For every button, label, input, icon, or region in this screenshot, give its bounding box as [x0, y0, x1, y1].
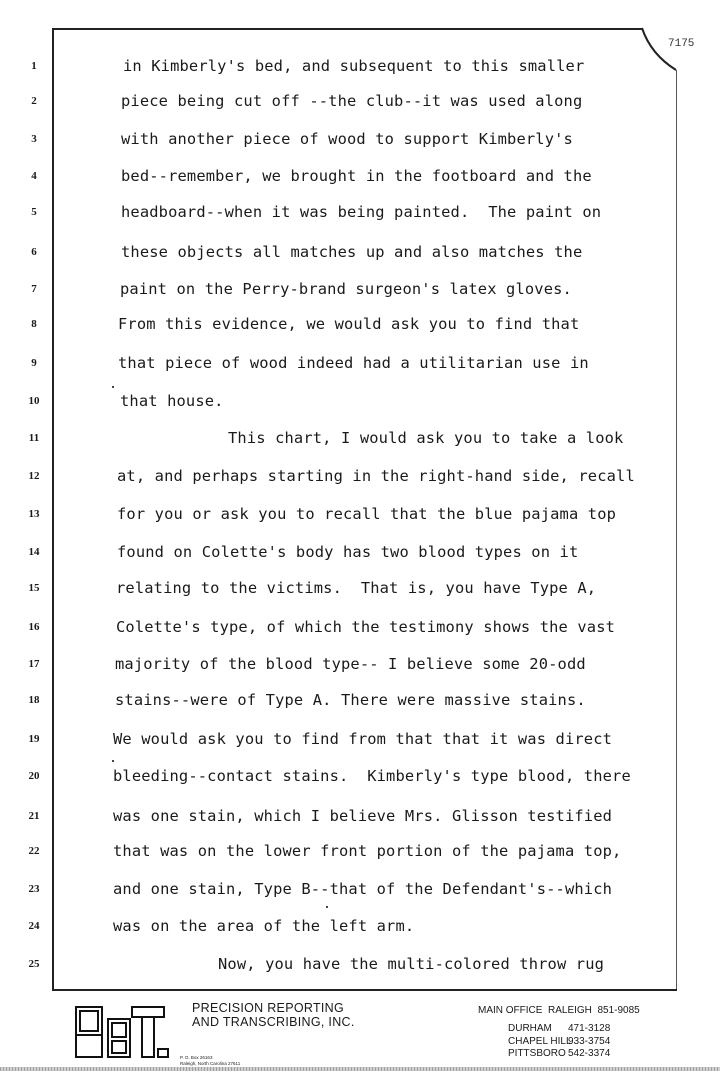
scan-edge — [0, 1067, 720, 1071]
transcript-line: at, and perhaps starting in the right-hand side, recall — [117, 467, 635, 485]
transcript-line: paint on the Perry-brand surgeon's latex gloves. — [120, 280, 572, 298]
office-phone: 933-3754 — [568, 1035, 611, 1047]
transcript-line: bleeding--contact stains. Kimberly's type blood, there — [113, 767, 631, 785]
page-frame-bottom — [52, 989, 677, 991]
page-frame-right — [676, 70, 677, 990]
line-number: 5 — [31, 206, 37, 218]
office-name: CHAPEL HILL — [508, 1035, 572, 1047]
line-number: 12 — [28, 470, 40, 482]
line-number: 11 — [28, 432, 40, 444]
office-name: PITTSBORO — [508, 1048, 566, 1059]
line-number: 4 — [31, 170, 37, 182]
transcript-line: and one stain, Type B--that of the Defendant's--which — [113, 880, 613, 898]
line-number: 2 — [31, 95, 37, 107]
line-number: 18 — [28, 694, 40, 706]
speck — [112, 760, 114, 762]
transcript-line: for you or ask you to recall that the blue pajama top — [117, 505, 617, 523]
transcript-line: that house. — [120, 392, 224, 410]
transcript-line: with another piece of wood to support Kimberly's — [121, 130, 573, 148]
city-address: Raleigh, North Carolina 27611 — [180, 1061, 241, 1066]
company-name — [192, 1001, 355, 1029]
line-number: 9 — [31, 357, 37, 369]
line-number: 23 — [28, 883, 40, 895]
company-line-1: PRECISION REPORTING — [192, 1001, 345, 1015]
transcript-line: Colette's type, of which the testimony shows the vast — [116, 618, 616, 636]
transcript-line: This chart, I would ask you to take a look — [228, 429, 624, 447]
office-row — [478, 1048, 678, 1061]
office-phone: 471-3128 — [568, 1023, 611, 1034]
line-number: 1 — [31, 60, 37, 72]
line-number: 19 — [28, 733, 40, 745]
transcript-line: bed--remember, we brought in the footboard and the — [121, 167, 592, 185]
transcript-line: stains--were of Type A. There were massive stains. — [115, 691, 586, 709]
line-number: 6 — [31, 246, 37, 258]
line-number: 16 — [28, 621, 40, 633]
line-number: 13 — [28, 508, 40, 520]
reporter-footer — [0, 995, 720, 1077]
office-row — [478, 1036, 678, 1049]
line-number: 21 — [28, 810, 40, 822]
line-number: 22 — [28, 845, 40, 857]
transcript-line: was on the area of the left arm. — [113, 917, 415, 935]
line-number: 7 — [31, 283, 37, 295]
office-row — [478, 1023, 678, 1036]
transcript-line: We would ask you to find from that that it was direct — [113, 730, 613, 748]
transcript-line: in Kimberly's bed, and subsequent to this smaller — [123, 57, 585, 75]
transcript-line: these objects all matches up and also matches the — [121, 243, 583, 261]
line-number: 20 — [28, 770, 40, 782]
po-box: P. O. Box 26163 — [180, 1055, 213, 1060]
transcript-line: piece being cut off --the club--it was used along — [121, 92, 583, 110]
transcript-line: was one stain, which I believe Mrs. Glisson testified — [113, 807, 613, 825]
line-number: 8 — [31, 318, 37, 330]
speck — [326, 906, 328, 908]
office-name: DURHAM — [508, 1023, 552, 1034]
transcript-line: From this evidence, we would ask you to find that — [118, 315, 580, 333]
main-office: MAIN OFFICE RALEIGH 851-9085 — [478, 1005, 640, 1016]
line-number: 14 — [28, 546, 40, 558]
page-number: 7175 — [668, 38, 695, 50]
line-number: 17 — [28, 658, 40, 670]
line-number: 24 — [28, 920, 40, 932]
transcript-line: relating to the victims. That is, you have Type A, — [116, 579, 597, 597]
line-number: 15 — [28, 582, 40, 594]
line-number: 3 — [31, 133, 37, 145]
transcript-line: found on Colette's body has two blood types on it — [117, 543, 579, 561]
transcript-line: majority of the blood type-- I believe some 20-odd — [115, 655, 586, 673]
speck — [112, 386, 114, 388]
company-line-2: AND TRANSCRIBING, INC. — [192, 1015, 355, 1029]
page-frame-top — [52, 28, 642, 30]
line-number: 10 — [28, 395, 40, 407]
transcript-line: Now, you have the multi-colored throw rug — [218, 955, 605, 973]
transcript-line: headboard--when it was being painted. The paint on — [121, 203, 602, 221]
pt-logo — [70, 1003, 170, 1061]
line-number: 25 — [28, 958, 40, 970]
transcript-line: that was on the lower front portion of the pajama top, — [113, 842, 622, 860]
office-phone: 542-3374 — [568, 1048, 611, 1059]
page-frame-left — [52, 28, 54, 990]
transcript-line: that piece of wood indeed had a utilitarian use in — [118, 354, 589, 372]
